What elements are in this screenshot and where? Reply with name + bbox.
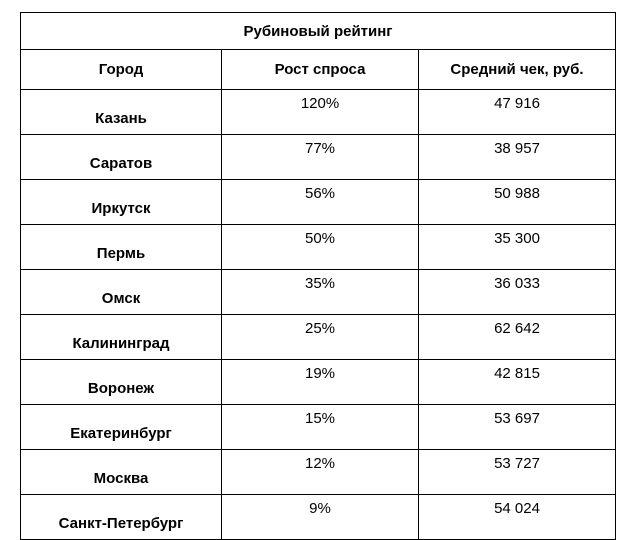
average-check-cell: 54 024 — [419, 495, 616, 540]
average-check-cell: 42 815 — [419, 360, 616, 405]
table-row — [21, 180, 616, 225]
column-header-average-check: Средний чек, руб. — [419, 50, 616, 90]
demand-growth-cell: 9% — [222, 495, 419, 540]
table-body — [21, 90, 616, 540]
column-header-city: Город — [21, 50, 222, 90]
average-check-cell: 36 033 — [419, 270, 616, 315]
table-row — [21, 315, 616, 360]
average-check-cell: 53 697 — [419, 405, 616, 450]
city-cell: Саратов — [21, 135, 222, 180]
city-cell: Омск — [21, 270, 222, 315]
average-check-cell: 50 988 — [419, 180, 616, 225]
demand-growth-cell: 19% — [222, 360, 419, 405]
table-row — [21, 270, 616, 315]
demand-growth-cell: 120% — [222, 90, 419, 135]
table-row — [21, 135, 616, 180]
city-cell: Москва — [21, 450, 222, 495]
city-cell: Казань — [21, 90, 222, 135]
demand-growth-cell: 25% — [222, 315, 419, 360]
demand-growth-cell: 77% — [222, 135, 419, 180]
city-cell: Воронеж — [21, 360, 222, 405]
table-row — [21, 405, 616, 450]
table-row — [21, 360, 616, 405]
city-cell: Екатеринбург — [21, 405, 222, 450]
city-cell: Санкт-Петербург — [21, 495, 222, 540]
average-check-cell: 35 300 — [419, 225, 616, 270]
city-cell: Иркутск — [21, 180, 222, 225]
table-row — [21, 225, 616, 270]
table-row — [21, 450, 616, 495]
city-cell: Калининград — [21, 315, 222, 360]
rating-table-container — [20, 12, 615, 540]
average-check-cell: 62 642 — [419, 315, 616, 360]
demand-growth-cell: 56% — [222, 180, 419, 225]
demand-growth-cell: 35% — [222, 270, 419, 315]
rating-table — [20, 12, 616, 540]
demand-growth-cell: 12% — [222, 450, 419, 495]
table-title: Рубиновый рейтинг — [21, 13, 616, 50]
demand-growth-cell: 50% — [222, 225, 419, 270]
average-check-cell: 53 727 — [419, 450, 616, 495]
average-check-cell: 38 957 — [419, 135, 616, 180]
column-header-demand-growth: Рост спроса — [222, 50, 419, 90]
table-row — [21, 495, 616, 540]
table-row — [21, 90, 616, 135]
average-check-cell: 47 916 — [419, 90, 616, 135]
city-cell: Пермь — [21, 225, 222, 270]
demand-growth-cell: 15% — [222, 405, 419, 450]
